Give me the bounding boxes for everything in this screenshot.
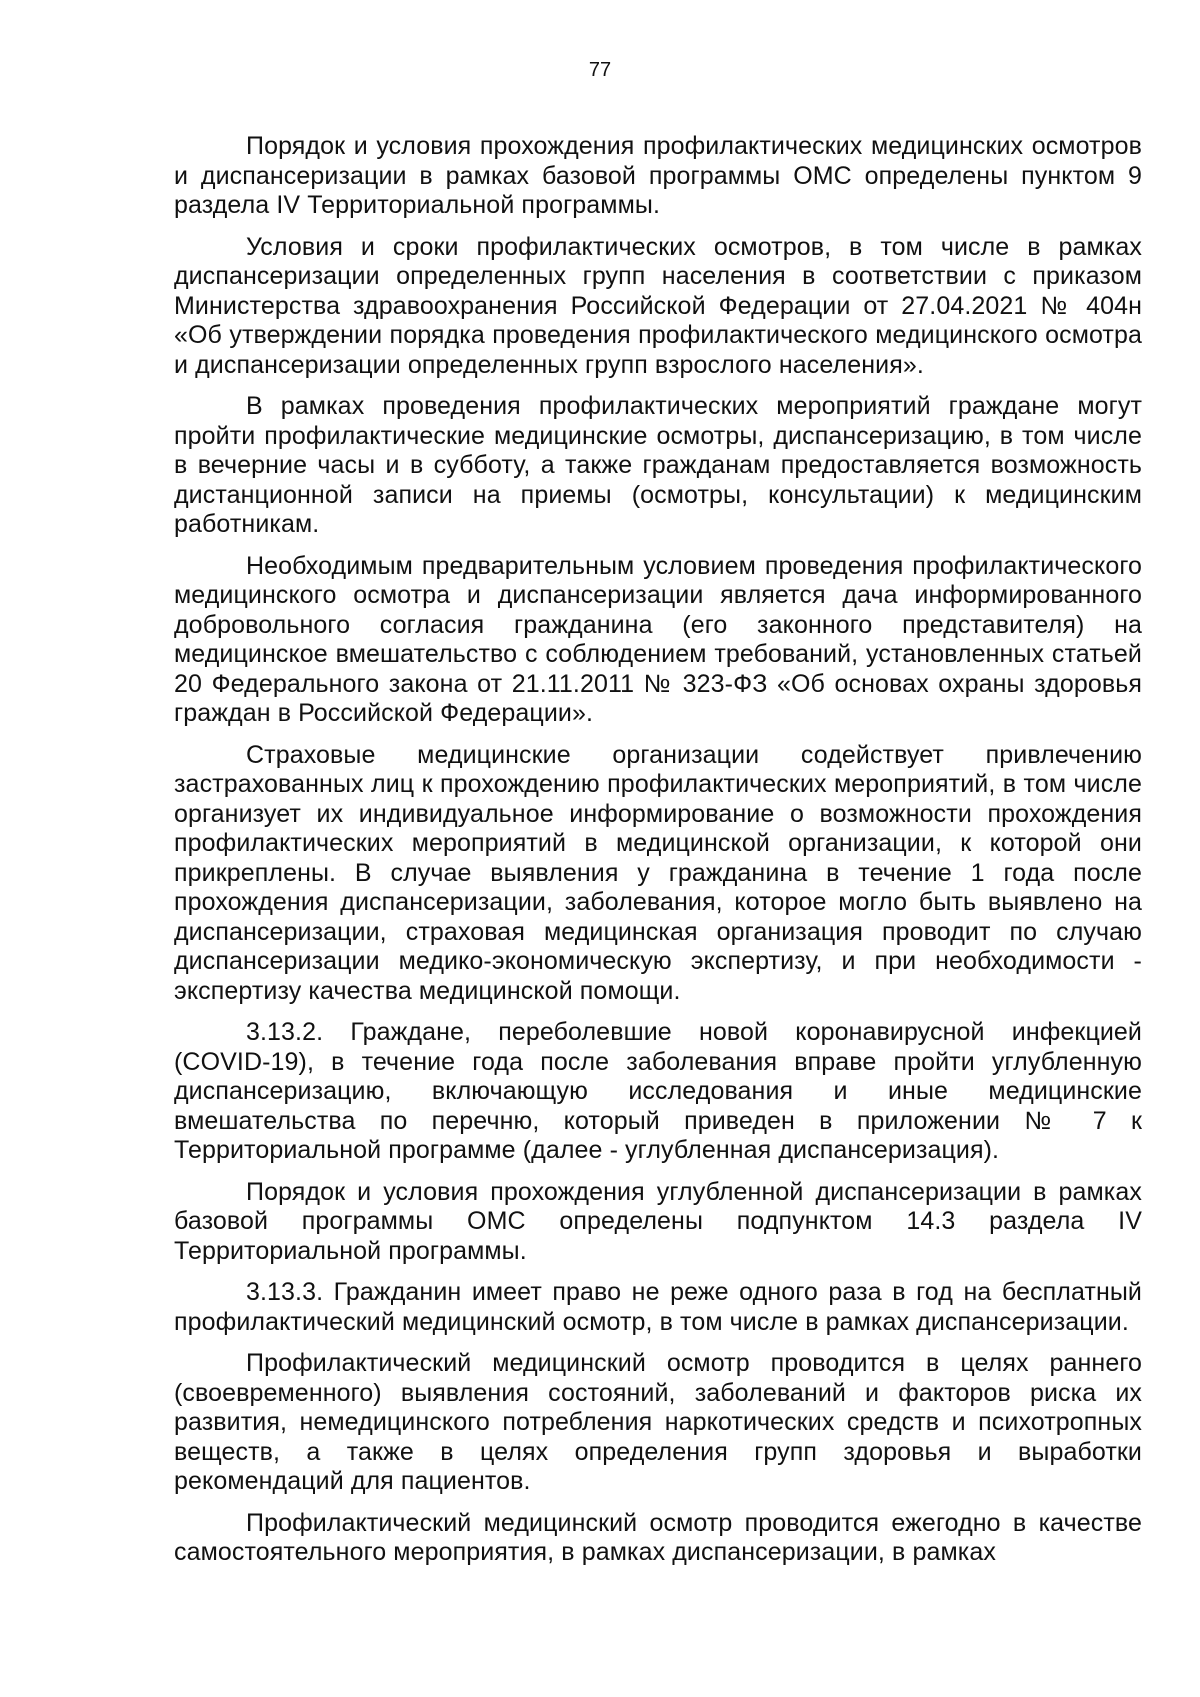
paragraph: 3.13.3. Гражданин имеет право не реже одного раза в год на бесплатный профилактический медицинский осмотр, в том числе в рамках диспансеризации. bbox=[174, 1278, 1142, 1336]
paragraph: Страховые медицинские организации содействует привлечению застрахованных лиц к прохождению профилактических мероприятий, в том числе организует их индивидуальное информирование о возможности прохождения профилактических мероприятий в медицинской организации, к которой они прикреплены. В случае выявления у гражданина в течение 1 года после прохождения диспансеризации, заболевания, которое могло быть выявлено на диспансеризации, страховая медицинская организация проводит по случаю диспансеризации медико-экономическую экспертизу, и при необходимости - экспертизу качества медицинской помощи. bbox=[174, 740, 1142, 1005]
paragraph: Необходимым предварительным условием проведения профилактического медицинского осмотра и диспансеризации является дача информированного добровольного согласия гражданина (его законного представителя) на медицинское вмешательство с соблюдением требований, установленных статьей 20 Федерального закона от 21.11.2011 № 323-ФЗ «Об основах охраны здоровья граждан в Российской Федерации». bbox=[174, 551, 1142, 727]
paragraph: 3.13.2. Граждане, переболевшие новой коронавирусной инфекцией (COVID-19), в течение года после заболевания вправе пройти углубленную диспансеризацию, включающую исследования и иные медицинские вмешательства по перечню, который приведен в приложении № 7 к Территориальной программе (далее - углубленная диспансеризация). bbox=[174, 1018, 1142, 1164]
paragraph: Порядок и условия прохождения углубленной диспансеризации в рамках базовой программы ОМС определены подпунктом 14.3 раздела IV Территориальной программы. bbox=[174, 1177, 1142, 1265]
page-number: 77 bbox=[588, 59, 612, 81]
paragraph: Порядок и условия прохождения профилактических медицинских осмотров и диспансеризации в рамках базовой программы ОМС определены пунктом 9 раздела IV Территориальной программы. bbox=[174, 132, 1142, 219]
paragraph: Условия и сроки профилактических осмотров, в том числе в рамках диспансеризации определенных групп населения в соответствии с приказом Министерства здравоохранения Российской Федерации от 27.04.2021 № 404н «Об утверждении порядка проведения профилактического медицинского осмотра и диспансеризации определенных групп взрослого населения». bbox=[174, 232, 1142, 379]
paragraph-continued: Профилактический медицинский осмотр проводится ежегодно в качестве самостоятельного мероприятия, в рамках диспансеризации, в рамках bbox=[174, 1508, 1142, 1566]
paragraph: Профилактический медицинский осмотр проводится в целях раннего (своевременного) выявления состояний, заболеваний и факторов риска их развития, немедицинского потребления наркотических средств и психотропных веществ, а также в целях определения групп здоровья и выработки рекомендаций для пациентов. bbox=[174, 1349, 1142, 1495]
paragraph: В рамках проведения профилактических мероприятий граждане могут пройти профилактические медицинские осмотры, диспансеризацию, в том числе в вечерние часы и в субботу, а также гражданам предоставляется возможность дистанционной записи на приемы (осмотры, консультации) к медицинским работникам. bbox=[174, 392, 1142, 538]
document-body bbox=[174, 132, 1142, 1580]
